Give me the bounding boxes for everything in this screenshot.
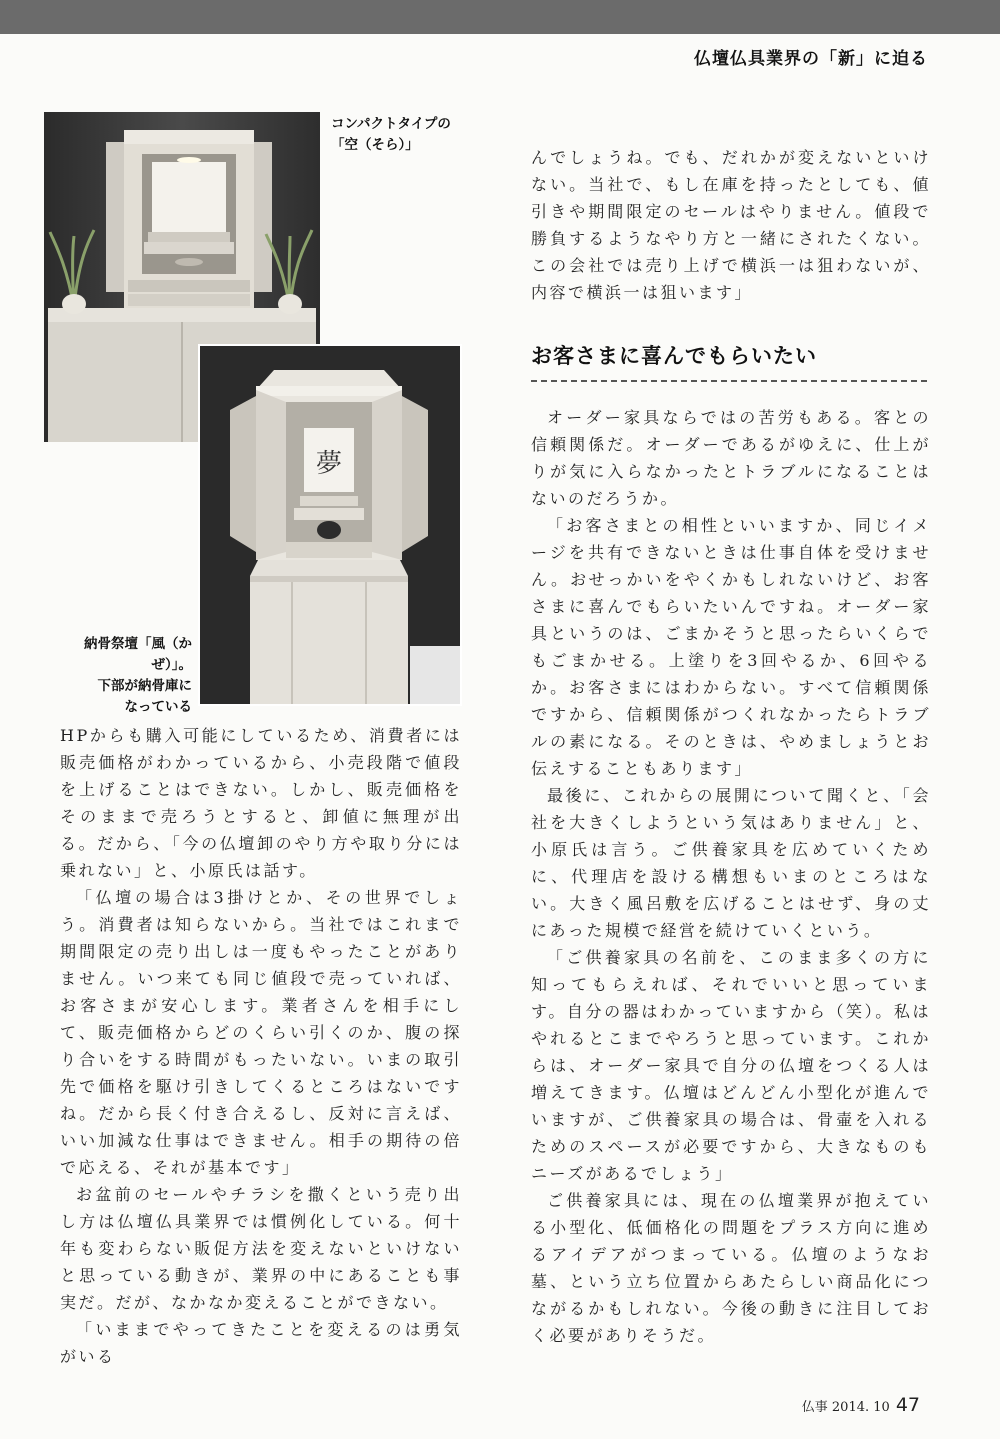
page-number: 47 — [895, 1394, 920, 1416]
paragraph: HPからも購入可能にしているため、消費者には販売価格がわかっているから、小売段階で値段を上げることはできない。しかし、販売価格をそのままで売ろうとすると、卸値に無理が出る。だから、「今の仏壇卸のやり方や取り分には乗れない」と、小原氏は話す。 — [60, 726, 462, 880]
paragraph: 「仏壇の場合は3掛けとか、その世界でしょう。消費者は知らないから。当社ではこれまで期間限定の売り出しは一度もやったことがありません。いつ来ても同じ値段で売っていれば、お客さまが安心します。業者さんを相手にして、販売価格からどのくらい引くのか、腹の探り合いをする時間がもったいない。いまの取引先で価格を駆け引きしてくるところはないですね。だから長く付き合えるし、反対に言えば、いい加減な仕事はできません。相手の期待の倍で応える、それが基本です」 — [60, 888, 462, 1177]
section-heading: お客さまに喜んでもらいたい — [531, 340, 927, 382]
photo2-caption — [56, 634, 192, 718]
right-column-text — [531, 404, 931, 1349]
paragraph: オーダー家具ならではの苦労もある。客との信頼関係だ。オーダーであるがゆえに、仕上がりが気に入らなかったとトラブルになることはないのだろうか。 — [531, 408, 931, 508]
photo1-caption-line: 「空（そら）」 — [331, 137, 419, 153]
issue-label: 仏事 2014. 10 — [801, 1400, 890, 1415]
paragraph: 「お客さまとの相性といいますか、同じイメージを共有できないときは仕事自体を受けません。おせっかいをやくかもしれないけど、お客さまに喜んでもらいたいんですね。オーダー家具というのは、ごまかそうと思ったらいくらでもごまかせる。上塗りを3回やるか、6回やるか。お客さまにはわからない。すべて信頼関係ですから、信頼関係がつくれなかったらトラブルの素になる。そのときは、やめましょうとお伝えすることもあります」 — [531, 516, 931, 778]
photo1-caption-line: コンパクトタイプの — [331, 116, 451, 132]
paragraph: んでしょうね。でも、だれかが変えないといけない。当社で、もし在庫を持ったとしても、値引きや期間限定のセールはやりません。値段で勝負するようなやり方と一緒にされたくない。この会社では売り上げで横浜一は狙わないが、内容で横浜一は狙います」 — [531, 148, 931, 302]
paragraph: 最後に、これからの展開について聞くと、「会社を大きくしようという気はありません」と、小原氏は言う。ご供養家具を広めていくために、代理店を設ける構想もいまのところはない。大きく風呂敷を広げることはせず、身の丈にあった規模で経営を続けていくという。 — [531, 786, 931, 940]
photo2-caption-line: 下部が納骨庫に — [97, 678, 192, 694]
section-label: 仏壇仏具業界の「新」に迫る — [694, 49, 928, 69]
photo2-caption-line: 納骨祭壇「風（かぜ）」。 — [84, 636, 192, 673]
paragraph: 「いままでやってきたことを変えるのは勇気がいる — [60, 1320, 462, 1366]
right-column-continuation — [531, 144, 931, 306]
paragraph: 「ご供養家具の名前を、このまま多くの方に知ってもらえれば、それでいいと思っています。自分の器はわかっていますから（笑）。私はやれるとこまでやろうと思っています。これからは、オーダー家具で自分の仏壇をつくる人は増えてきます。仏壇はどんどん小型化が進んでいますが、ご供養家具の場合は、骨壷を入れるためのスペースが必要ですから、大きなものもニーズがあるでしょう」 — [531, 948, 931, 1183]
photo2-caption-line: なっている — [124, 699, 192, 715]
left-column-text — [60, 722, 462, 1370]
photo-ossuary-altar — [198, 344, 462, 706]
ossuary-altar-illustration — [200, 346, 460, 704]
paragraph: お盆前のセールやチラシを撒くという売り出し方は仏壇仏具業界では慣例化している。何十年も変わらない販促方法を変えないといけないと思っている動きが、業界の中にあることも事実だ。だが、なかなか変えることができない。 — [60, 1185, 462, 1312]
page-footer — [802, 1394, 920, 1416]
altar-plaque-text: 夢 — [315, 449, 343, 479]
paragraph: ご供養家具には、現在の仏壇業界が抱えている小型化、低価格化の問題をプラス方向に進めるアイデアがつまっている。仏壇のようなお墓、という立ち位置からあたらしい商品化につながるかもしれない。今後の動きに注目しておく必要がありそうだ。 — [531, 1191, 931, 1345]
photo1-caption — [331, 114, 461, 156]
top-band — [0, 0, 1000, 34]
